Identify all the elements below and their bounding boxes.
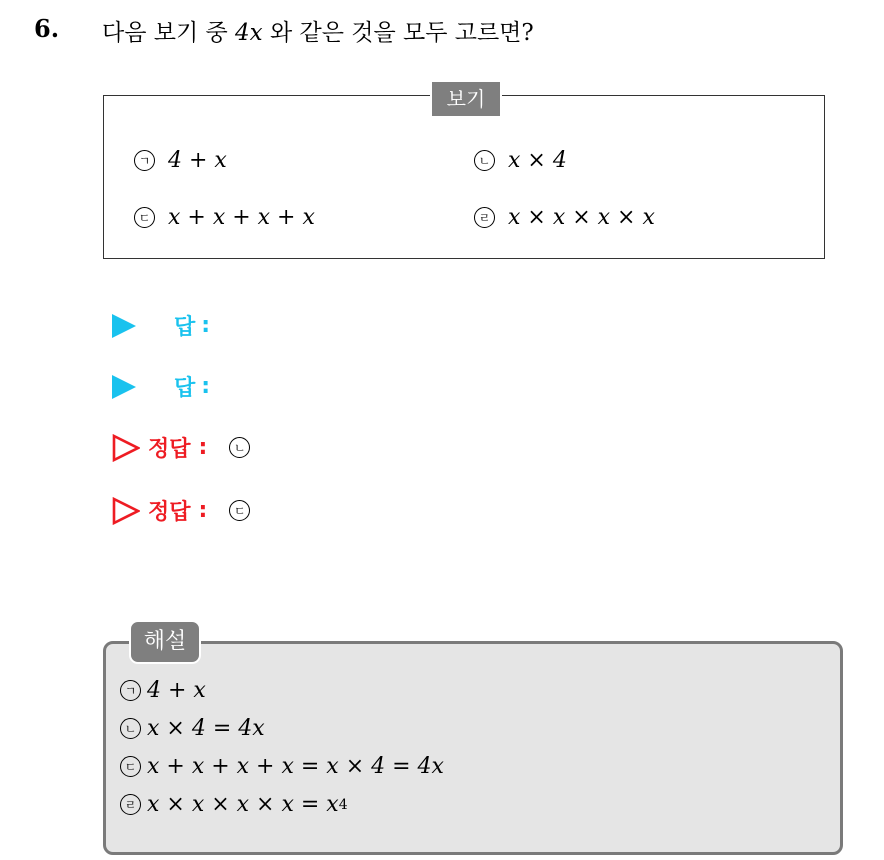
- bogi-tag: 보기: [430, 80, 502, 118]
- answer-colon: :: [201, 374, 211, 399]
- correct-row-2: [112, 495, 263, 526]
- answer-label: 답: [174, 315, 196, 340]
- question-number: 6.: [34, 14, 60, 43]
- outline-triangle-icon: [112, 434, 140, 462]
- circled-marker-icon: ㄱ: [120, 680, 141, 701]
- answer-label: 답: [174, 376, 196, 401]
- bogi-option-1: [134, 148, 227, 173]
- answer-colon: :: [201, 313, 211, 338]
- solution-exponent: 4: [338, 796, 348, 813]
- correct-label: 정답: [148, 500, 191, 525]
- question-math: 4x: [235, 20, 263, 46]
- bogi-option-expr: x × x × x × x: [508, 205, 655, 230]
- circled-marker-icon: ㄴ: [120, 718, 141, 739]
- play-triangle-icon: [112, 375, 136, 399]
- solution-line-3: [120, 754, 444, 779]
- circled-marker-icon: ㄴ: [474, 150, 495, 171]
- play-triangle-icon: [112, 314, 136, 338]
- bogi-option-2: [474, 148, 567, 173]
- bogi-option-expr: x × 4: [508, 148, 567, 173]
- question-text: [102, 14, 534, 47]
- solution-expr: 4 + x: [147, 678, 206, 703]
- circled-marker-icon: ㄱ: [134, 150, 155, 171]
- circled-marker-icon: ㄴ: [229, 437, 250, 458]
- circled-marker-icon: ㄷ: [229, 500, 250, 521]
- solution-line-4: [120, 792, 348, 817]
- answer-row-2: [112, 371, 210, 402]
- question-text-prefix: 다음 보기 중: [102, 20, 236, 46]
- circled-marker-icon: ㄷ: [120, 756, 141, 777]
- circled-marker-icon: ㄹ: [120, 794, 141, 815]
- solution-line-2: [120, 716, 265, 741]
- answer-row-1: [112, 310, 210, 341]
- bogi-option-expr: 4 + x: [168, 148, 227, 173]
- circled-marker-icon: ㄹ: [474, 207, 495, 228]
- bogi-box: [103, 95, 825, 259]
- solution-tag: 해설: [129, 620, 201, 664]
- solution-expr: x × 4 = 4x: [147, 716, 265, 741]
- bogi-option-4: [474, 205, 655, 230]
- circled-marker-icon: ㄷ: [134, 207, 155, 228]
- solution-expr: x × x × x × x = x: [147, 792, 339, 817]
- solution-expr: x + x + x + x = x × 4 = 4x: [147, 754, 444, 779]
- bogi-option-3: [134, 205, 315, 230]
- question-text-suffix: 와 같은 것을 모두 고르면?: [262, 20, 534, 46]
- correct-row-1: [112, 432, 263, 463]
- bogi-option-expr: x + x + x + x: [168, 205, 315, 230]
- correct-label: 정답: [148, 437, 191, 462]
- correct-colon: :: [198, 498, 208, 523]
- outline-triangle-icon: [112, 497, 140, 525]
- solution-box: [103, 641, 843, 855]
- solution-line-1: [120, 678, 206, 703]
- correct-colon: :: [198, 435, 208, 460]
